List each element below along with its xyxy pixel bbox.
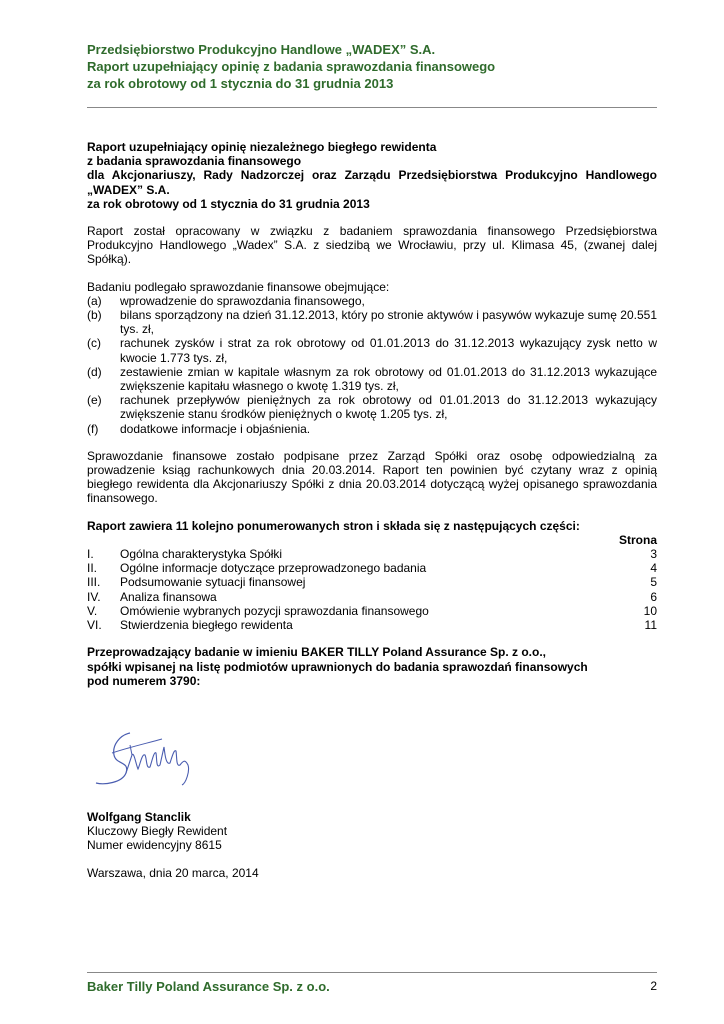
list-item: (a) wprowadzenie do sprawozdania finansowego, xyxy=(87,293,365,308)
intro-paragraph: Raport został opracowany w związku z badaniem sprawozdania finansowego Przedsiębiorstwa Produkcyjno Handlowego „Wadex” S.A. z siedzibą we Wrocławiu, przy ul. Klimasa 45, (zwanej dalej Spółką). xyxy=(87,224,657,267)
table-row: V. Omówienie wybranych pozycji sprawozdania finansowego 10 xyxy=(87,603,657,618)
signer-name: Wolfgang Stanclik xyxy=(87,810,191,824)
page-header xyxy=(87,41,657,92)
list-item: (f) dodatkowe informacje i objaśnienia. xyxy=(87,421,311,436)
list-item: (d) zestawienie zmian w kapitale własnym za rok obrotowy od 01.01.2013 do 31.12.2013 wykazujące zwiększenie kapitału własnego o kwotę 1.319 tys. zł, xyxy=(87,364,657,394)
header-divider xyxy=(87,107,657,108)
table-row: II. Ogólne informacje dotyczące przeprowadzonego badania 4 xyxy=(87,561,657,576)
footer-divider xyxy=(87,972,657,973)
document-body xyxy=(87,140,657,688)
header-report-title: Raport uzupełniający opinię z badania sprawozdania finansowego xyxy=(87,59,496,74)
title-line-5: za rok obrotowy od 1 stycznia do 31 grudnia 2013 xyxy=(87,196,370,211)
place-date: Warszawa, dnia 20 marca, 2014 xyxy=(87,866,259,880)
table-row: VI. Stwierdzenia biegłego rewidenta 11 xyxy=(87,618,657,633)
list-item: (b) bilans sporządzony na dzień 31.12.2013, który po stronie aktywów i pasywów wykazuje sumę 20.551 tys. zł, xyxy=(87,308,657,337)
signer-role: Kluczowy Biegły Rewident xyxy=(87,824,228,839)
auditor-firm-statement: Przeprowadzający badanie w imieniu BAKER TILLY Poland Assurance Sp. z o.o., spółki wpisanej na listę podmiotów uprawnionych do badania sprawozdań finansowych pod numerem 3790: xyxy=(87,645,588,688)
scope-lead: Badaniu podlegało sprawozdanie finansowe obejmujące: xyxy=(87,279,390,294)
title-line-1: Raport uzupełniający opinię niezależnego biegłego rewidenta xyxy=(87,140,437,154)
title-line-3: dla Akcjonariuszy, Rady Nadzorczej oraz Zarządu Przedsiębiorstwa Produkcyjno Handlowego xyxy=(87,168,657,183)
table-row: IV. Analiza finansowa 6 xyxy=(87,589,657,604)
page-number: 2 xyxy=(650,979,657,993)
list-item: (c) rachunek zysków i strat za rok obrotowy od 01.01.2013 do 31.12.2013 wykazujący zysk netto w kwocie 1.773 tys. zł, xyxy=(87,336,657,365)
handwritten-signature xyxy=(90,725,200,790)
header-company: Przedsiębiorstwo Produkcyjno Handlowe „WADEX” S.A. xyxy=(87,42,436,57)
table-row: III. Podsumowanie sytuacji finansowej 5 xyxy=(87,575,657,590)
signed-note-paragraph: Sprawozdanie finansowe zostało podpisane przez Zarząd Spółki oraz osobę odpowiedzialną za prowadzenie ksiąg rachunkowych dnia 20.03.2014. Raport ten powinien być czytany wraz z opinią biegłego rewidenta dla Akcjonariuszy Spółki z dnia 20.03.2014 dotyczącą wyżej opisanego sprawozdania finansowego. xyxy=(87,448,657,506)
table-row: I. Ogólna charakterystyka Spółki 3 xyxy=(87,547,657,562)
toc-heading: Raport zawiera 11 kolejno ponumerowanych stron i składa się z następujących części: xyxy=(87,518,580,533)
title-line-4: „WADEX” S.A. xyxy=(87,182,170,197)
footer-company: Baker Tilly Poland Assurance Sp. z o.o. xyxy=(87,979,330,994)
scope-list xyxy=(87,294,657,436)
list-item: (e) rachunek przepływów pieniężnych za rok obrotowy od 01.01.2013 do 31.12.2013 wykazujący zwiększenie stanu środków pieniężnych o kwotę 1.205 tys. zł, xyxy=(87,393,657,422)
signer-block xyxy=(87,810,227,853)
report-title xyxy=(87,140,657,211)
title-line-2: z badania sprawozdania finansowego xyxy=(87,154,302,169)
signer-id: Numer ewidencyjny 8615 xyxy=(87,838,222,853)
header-period: za rok obrotowy od 1 stycznia do 31 grudnia 2013 xyxy=(87,76,394,91)
toc-page-header: Strona xyxy=(618,532,657,547)
table-of-contents xyxy=(87,547,657,632)
